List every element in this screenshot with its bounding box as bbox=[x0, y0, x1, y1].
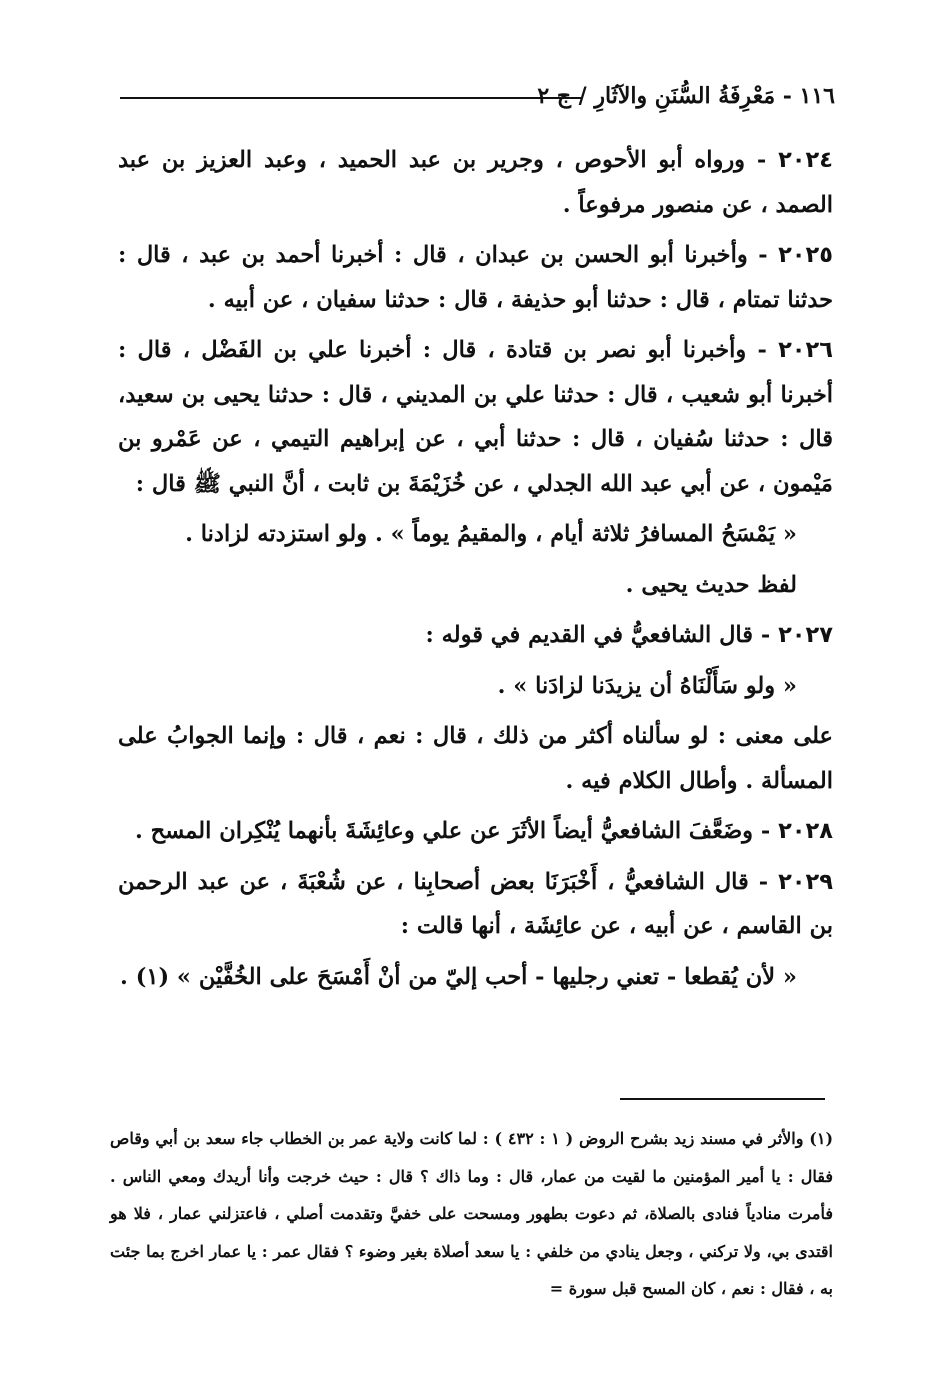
footnote-rule bbox=[620, 1098, 825, 1100]
hadith-text: - وضَعَّفَ الشافعيُّ أيضاً الأثَرَ عن علي وعائِشَةَ بأنهما يُنْكِران المسح . bbox=[135, 818, 779, 844]
hadith-number: ٢٠٢٩ bbox=[778, 868, 833, 895]
commentary bbox=[118, 714, 833, 803]
hadith-text: - وأخبرنا أبو الحسن بن عبدان ، قال : أخبرنا أحمد بن عبد ، قال : حدثنا تمتام ، قال : حدثنا أبو حذيفة ، قال : حدثنا سفيان ، عن أبيه . bbox=[118, 242, 833, 313]
hadith-2025 bbox=[118, 233, 833, 322]
hadith-text: - قال الشافعيُّ في القديم في قوله : bbox=[425, 622, 779, 648]
hadith-number: ٢٠٢٦ bbox=[778, 337, 833, 363]
footnotes bbox=[110, 1120, 833, 1308]
hadith-quote bbox=[118, 512, 833, 557]
quote-text: « يَمْسَحُ المسافرُ ثلاثة أيام ، والمقيمُ يوماً » . ولو استزدته لزادنا . bbox=[185, 521, 797, 547]
hadith-quote bbox=[118, 955, 833, 1000]
hadith-number: ٢٠٢٧ bbox=[778, 622, 833, 648]
hadith-quote bbox=[118, 664, 833, 709]
footnote-1: (١) والأثر في مسند زيد بشرح الروض ( ١ : ٤٣٢ ) : لما كانت ولاية عمر بن الخطاب جاء سعد بن أبي وقاص فقال : يا أمير المؤمنين ما لقيت من عمار، قال : وما ذاك ؟ قال : حيث خرجت وأنا أريدك ومعي الناس . فأمرت منادياً فنادى بالصلاة، ثم دعوت بطهور ومسحت على خفيَّ وتقدمت أصلي ، فاعتزلني عمار ، فلا هو اقتدى بي، ولا تركني ، وجعل ينادي من خلفي : يا سعد أصلاة بغير وضوء ؟ فقال عمر : يا عمار اخرج بما جئت به ، فقال : نعم ، كان المسح قبل سورة = bbox=[110, 1129, 834, 1298]
header-rule bbox=[120, 97, 582, 99]
commentary-text: على معنى : لو سألناه أكثر من ذلك ، قال : نعم ، قال : وإنما الجوابُ على المسألة . وأطال الكلام فيه . bbox=[118, 723, 833, 794]
quote-text: « لأن يُقطعا - تعني رجليها - أحب إليّ من أنْ أَمْسَحَ على الخُفَّيْن » (١) . bbox=[120, 963, 797, 990]
hadith-text: - وأخبرنا أبو نصر بن قتادة ، قال : أخبرنا علي بن الفَضْل ، قال : أخبرنا أبو شعيب ، قال : حدثنا علي بن المديني ، قال : حدثنا يحيى بن سعيد، قال : حدثنا سُفيان ، قال : حدثنا أبي ، عن إبراهيم التيمي ، عن عَمْرو بن مَيْمون ، عن أبي عبد الله الجدلي ، عن خُزَيْمَةَ بن ثابت ، أنَّ النبي ﷺ قال : bbox=[118, 337, 833, 497]
running-head: ١١٦ - مَعْرِفَةُ السُّنَنِ والآثَارِ / ج ٢ bbox=[537, 83, 835, 109]
hadith-text: - قال الشافعيُّ ، أَخْبَرَنَا بعض أصحابِنا ، عن شُعْبَةَ ، عن عبد الرحمن بن القاسم ، عن أبيه ، عن عائِشَة ، أنها قالت : bbox=[118, 868, 833, 939]
hadith-2029 bbox=[118, 860, 833, 949]
hadith-2027 bbox=[118, 613, 833, 658]
hadith-number: ٢٠٢٨ bbox=[778, 818, 833, 844]
hadith-number: ٢٠٢٤ bbox=[778, 147, 833, 173]
hadith-number: ٢٠٢٥ bbox=[778, 242, 833, 268]
quote-text: « ولو سَأَلْنَاهُ أن يزيدَنا لزادَنا » . bbox=[497, 672, 797, 699]
main-text bbox=[118, 138, 833, 1005]
hadith-2028 bbox=[118, 809, 833, 854]
wording-note bbox=[118, 563, 833, 608]
note-text: لفظ حديث يحيى . bbox=[625, 571, 797, 598]
hadith-text: - ورواه أبو الأحوص ، وجرير بن عبد الحميد ، وعبد العزيز بن عبد الصمد ، عن منصور مرفوعاً . bbox=[118, 147, 833, 218]
hadith-2024 bbox=[118, 138, 833, 227]
hadith-2026 bbox=[118, 328, 833, 506]
page-header bbox=[120, 80, 835, 116]
